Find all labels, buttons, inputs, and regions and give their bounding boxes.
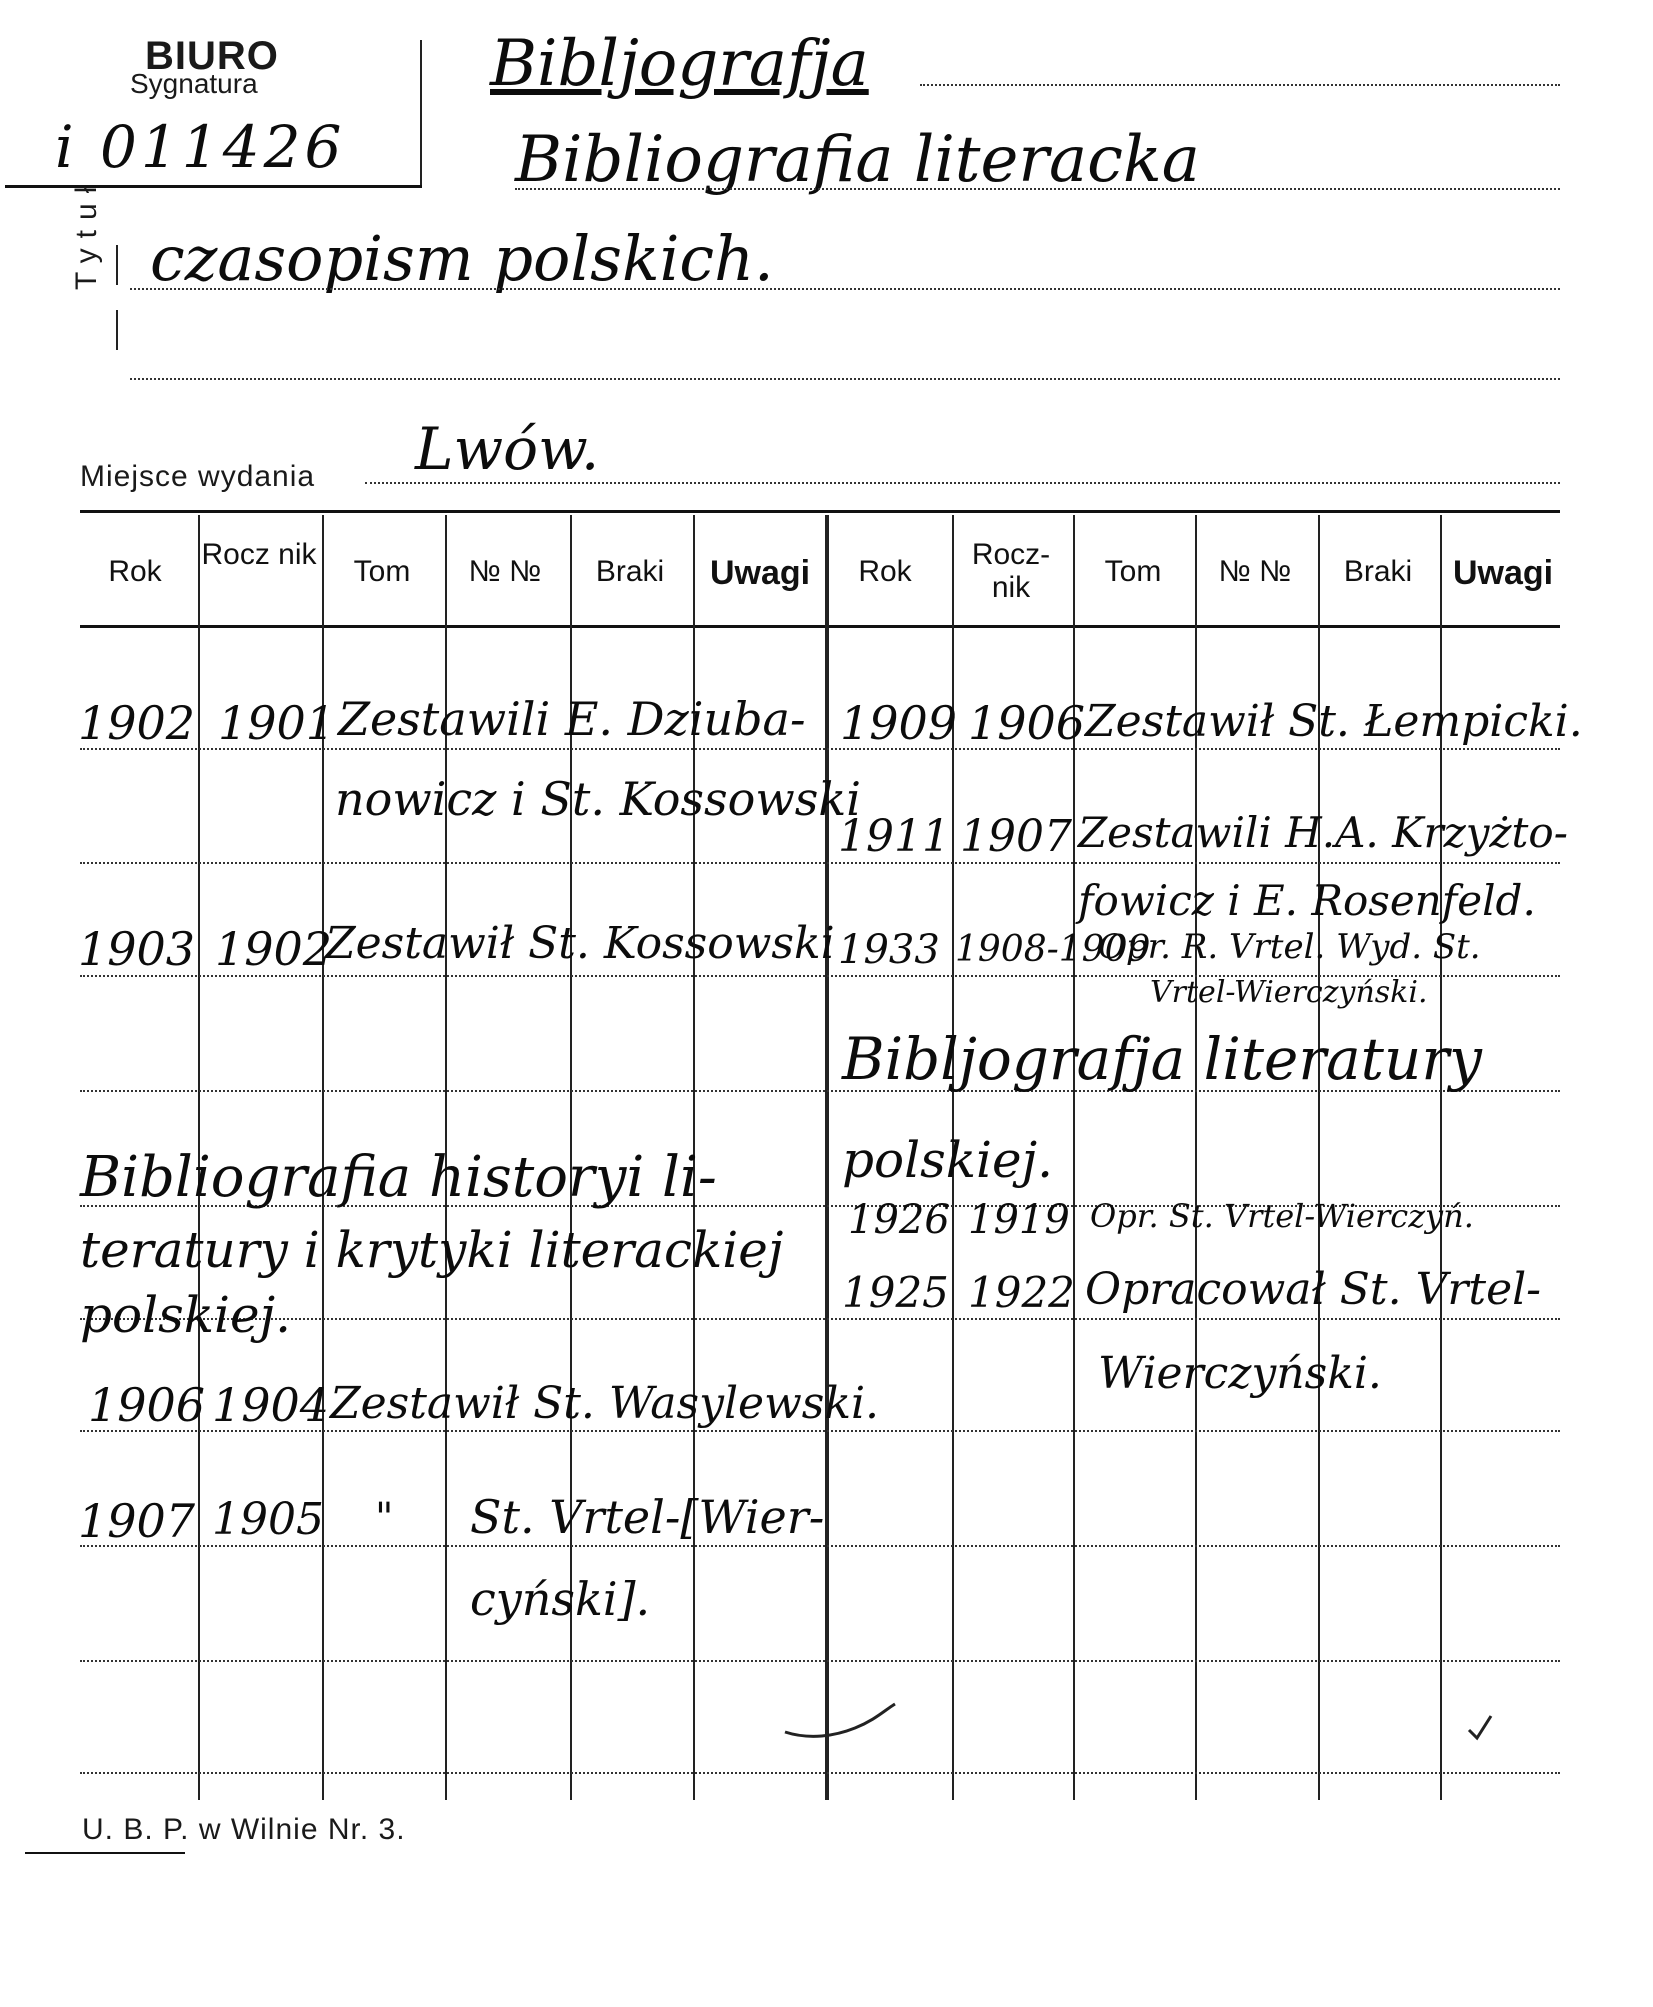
entry-rok: 1909 bbox=[840, 696, 958, 750]
entry-text: Wierczyński. bbox=[1098, 1348, 1382, 1399]
signature-box-right bbox=[420, 40, 422, 185]
entry-rok: 1903 bbox=[78, 922, 196, 976]
header-rok: Rok bbox=[858, 555, 912, 588]
title-bracket-1 bbox=[116, 245, 118, 285]
entry-text: fowicz i E. Rosenfeld. bbox=[1078, 876, 1536, 925]
title-line-3: czasopism polskich. bbox=[150, 222, 774, 295]
footer-print: U. B. P. w Wilnie Nr. 3. bbox=[82, 1813, 406, 1846]
signature-box-bottom bbox=[5, 185, 422, 188]
signature-label: Sygnatura bbox=[130, 68, 258, 99]
section-heading: polskiej. bbox=[842, 1131, 1054, 1189]
entry-text: Opracował St. Vrtel- bbox=[1085, 1264, 1542, 1315]
entry-rocznik: 1904 bbox=[212, 1378, 330, 1432]
entry-rocznik: 1906 bbox=[968, 696, 1086, 750]
dots-1 bbox=[920, 84, 1560, 86]
header-numery: № № bbox=[468, 555, 542, 588]
place-label: Miejsce wydania bbox=[80, 460, 316, 493]
row-rule bbox=[80, 1318, 1560, 1320]
header-braki: Braki bbox=[1343, 555, 1413, 588]
place-value: Lwów. bbox=[415, 415, 600, 483]
header-tom: Tom bbox=[353, 555, 411, 588]
section-heading: Bibliografia historyi li- bbox=[80, 1145, 717, 1210]
check-mark-icon bbox=[1465, 1712, 1495, 1742]
header-numery: № № bbox=[1218, 555, 1292, 588]
row-rule bbox=[80, 1545, 1560, 1547]
footer-rule bbox=[25, 1852, 185, 1854]
header-rok: Rok bbox=[108, 555, 162, 588]
entry-text: nowicz i St. Kossowski bbox=[335, 772, 861, 826]
entry-text: Zestawił St. Wasylewski. bbox=[330, 1378, 880, 1429]
signature-value: i 011426 bbox=[55, 113, 346, 181]
row-rule bbox=[80, 1772, 1560, 1774]
dots-2 bbox=[515, 188, 1560, 190]
entry-rok: 1933 bbox=[838, 927, 940, 973]
entry-text: cyński]. bbox=[470, 1572, 651, 1626]
entry-rok: 1925 bbox=[842, 1268, 949, 1317]
entry-text: Zestawił St. Kossowski bbox=[325, 918, 835, 969]
entry-rocznik: 1919 bbox=[968, 1197, 1070, 1243]
section-heading: polskiej. bbox=[80, 1286, 292, 1344]
entry-text: Opr. R. Vrtel. Wyd. St. bbox=[1098, 927, 1481, 967]
entry-text: Zestawili H.A. Krzyżto- bbox=[1078, 808, 1568, 857]
table-top-rule bbox=[80, 510, 1560, 513]
entry-text: Vrtel-Wierczyński. bbox=[1150, 975, 1428, 1010]
title-line-2: Bibliografia literacka bbox=[515, 123, 1200, 197]
check-mark-icon bbox=[780, 1700, 900, 1760]
entry-rocznik: 1907 bbox=[960, 811, 1072, 862]
title-line-1: Bibljografja bbox=[490, 27, 869, 101]
entry-rok: 1926 bbox=[848, 1197, 950, 1243]
entry-rocznik: 1901 bbox=[218, 696, 336, 750]
entry-rok: 1911 bbox=[838, 811, 950, 862]
title-bracket-2 bbox=[116, 310, 118, 350]
entry-tom: " bbox=[375, 1495, 394, 1541]
stamp: BIURO bbox=[145, 34, 279, 78]
header-rocznik: Rocz- nik bbox=[971, 538, 1051, 604]
header-uwagi: Uwagi bbox=[1452, 554, 1554, 592]
header-rocznik: Rocz nik bbox=[201, 538, 317, 571]
dots-3 bbox=[130, 288, 1560, 290]
entry-rok: 1902 bbox=[78, 696, 196, 750]
entry-rok: 1907 bbox=[78, 1494, 196, 1548]
entry-rok: 1906 bbox=[88, 1378, 206, 1432]
entry-rocznik: 1922 bbox=[968, 1268, 1075, 1317]
row-rule bbox=[80, 862, 1560, 864]
table-header-rule bbox=[80, 625, 1560, 628]
entry-rocznik: 1902 bbox=[215, 922, 333, 976]
entry-text: Zestawili E. Dziuba- bbox=[338, 692, 806, 746]
entry-text: Opr. St. Vrtel-Wierczyń. bbox=[1090, 1197, 1474, 1235]
entry-text: St. Vrtel-[Wier- bbox=[470, 1490, 825, 1544]
col-line-center bbox=[825, 515, 829, 1800]
section-heading: Bibljografja literatury bbox=[842, 1025, 1482, 1093]
header-uwagi: Uwagi bbox=[709, 554, 811, 592]
entry-text: Zestawił St. Łempicki. bbox=[1085, 696, 1583, 747]
entry-rocznik: 1908-1909 bbox=[955, 929, 1151, 970]
title-label: Tytuł bbox=[70, 176, 103, 290]
row-rule bbox=[80, 1660, 1560, 1662]
dots-place bbox=[365, 482, 1560, 484]
header-braki: Braki bbox=[595, 555, 665, 588]
section-heading: teratury i krytyki literackiej bbox=[80, 1221, 784, 1279]
entry-rocznik: 1905 bbox=[212, 1494, 324, 1545]
header-tom: Tom bbox=[1104, 555, 1162, 588]
dots-4 bbox=[130, 378, 1560, 380]
